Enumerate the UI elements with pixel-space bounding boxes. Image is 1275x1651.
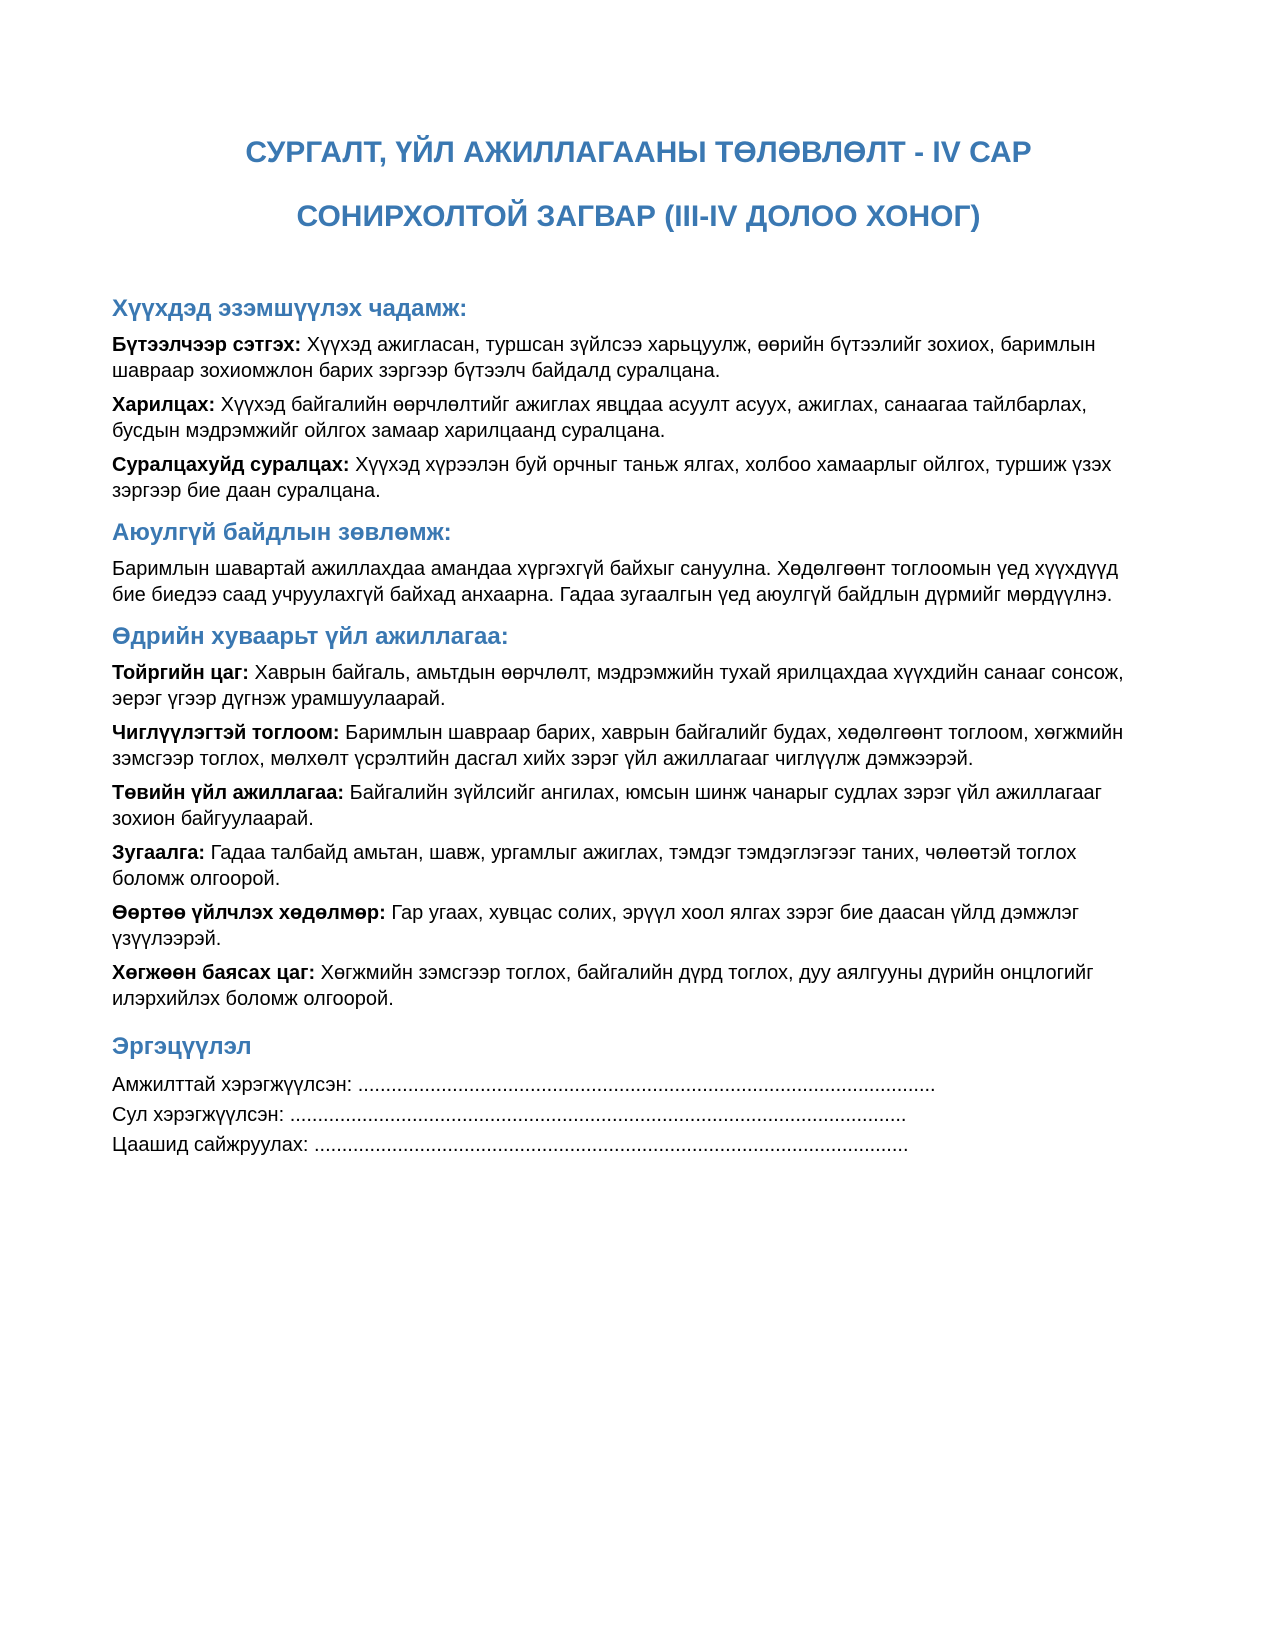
safety-text: Баримлын шавартай ажиллахдаа амандаа хүргэхгүй байхыг сануулна. Хөдөлгөөнт тоглоомын үед хүүхдүүд бие биедээ саад учруулахгүй байхад анхаарна. Гадаа зугаалгын үед аюулгүй байдлын дүрмийг мөрдүүлнэ.	[112, 558, 1119, 606]
competency-text: Хүүхэд байгалийн өөрчлөлтийг ажиглах явцдаа асуулт асуух, ажиглах, санаагаа тайлбарлах, бусдын мэдрэмжийг ойлгох замаар харилцаанд суралцана.	[112, 394, 1087, 442]
competency-item	[112, 452, 1135, 504]
daily-label: Төвийн үйл ажиллагаа:	[112, 782, 345, 804]
daily-text: Гар угаах, хувцас солих, эрүүл хоол ялгах зэрэг бие даасан үйлд дэмжлэг үзүүлээрэй.	[112, 902, 1080, 950]
daily-text: Гадаа талбайд амьтан, шавж, ургамлыг ажиглах, тэмдэг тэмдэглэгээг таних, чөлөөтэй тоглох боломж олгоорой.	[112, 842, 1077, 890]
daily-heading: Өдрийн хуваарьт үйл ажиллагаа:	[112, 623, 509, 650]
daily-item	[112, 840, 1135, 892]
competency-label: Бүтээлчээр сэтгэх:	[112, 334, 302, 356]
daily-text: Хөгжмийн зэмсгээр тоглох, байгалийн дүрд тоглох, дуу аялгууны дүрийн онцлогийг илэрхийлэх боломж олгоорой.	[112, 962, 1094, 1010]
competency-item	[112, 392, 1135, 444]
daily-text: Баримлын шавраар барих, хаврын байгалийг будах, хөдөлгөөнт тоглоом, хөгжмийн зэмсгээр тоглох, мөлхөлт үсрэлтийн дасгал хийх зэрэг үйл ажиллагааг чиглүүлж дэмжээрэй.	[112, 722, 1124, 770]
daily-label: Хөгжөөн баясах цаг:	[112, 962, 316, 984]
competency-text: Хүүхэд ажигласан, туршсан зүйлсээ харьцуулж, өөрийн бүтээлийг зохиох, баримлын шавраар зохиомжлон барих зэргээр бүтээлч байдалд суралцана.	[112, 334, 1096, 382]
daily-label: Зугаалга:	[112, 842, 206, 864]
competency-label: Харилцах:	[112, 394, 216, 416]
reflection-line: Амжилттай хэрэгжүүлсэн: ........................................................................................................	[112, 1074, 936, 1096]
daily-item	[112, 960, 1135, 1012]
daily-item	[112, 720, 1135, 772]
reflection-section	[112, 1032, 1135, 1160]
reflection-line: Цаашид сайжруулах: ...........................................................................................................	[112, 1134, 909, 1156]
competencies-heading: Хүүхдэд эзэмшүүлэх чадамж:	[112, 295, 468, 322]
daily-item	[112, 660, 1135, 712]
daily-text: Байгалийн зүйлсийг ангилах, юмсын шинж чанарыг судлах зэрэг үйл ажиллагааг зохион байгуулаарай.	[112, 782, 1102, 830]
competency-label: Суралцахуйд суралцах:	[112, 454, 350, 476]
daily-item	[112, 780, 1135, 832]
reflection-heading: Эргэцүүлэл	[112, 1033, 252, 1060]
daily-label: Чиглүүлэгтэй тоглоом:	[112, 722, 340, 744]
daily-section	[112, 622, 1135, 1012]
competencies-section	[112, 294, 1135, 504]
daily-item	[112, 900, 1135, 952]
competency-item	[112, 332, 1135, 384]
safety-section	[112, 518, 1135, 608]
document-title	[108, 0, 1169, 234]
title-line-1: СУРГАЛТ, ҮЙЛ АЖИЛЛАГААНЫ ТӨЛӨВЛӨЛТ - IV САР	[245, 136, 1032, 169]
daily-label: Тойргийн цаг:	[112, 662, 249, 684]
daily-label: Өөртөө үйлчлэх хөдөлмөр:	[112, 902, 386, 924]
safety-heading: Аюулгүй байдлын зөвлөмж:	[112, 519, 452, 546]
daily-text: Хаврын байгаль, амьтдын өөрчлөлт, мэдрэмжийн тухай ярилцахдаа хүүхдийн санааг сонсож, эерэг үгээр дүгнэж урамшуулаарай.	[112, 662, 1124, 710]
competency-text: Хүүхэд хүрээлэн буй орчныг таньж ялгах, холбоо хамаарлыг ойлгох, туршиж үзэх зэргээр бие даан суралцана.	[112, 454, 1112, 502]
title-line-2: СОНИРХОЛТОЙ ЗАГВАР (III-IV ДОЛОО ХОНОГ)	[296, 200, 981, 233]
reflection-line: Сул хэрэгжүүлсэн: ...............................................................................................................	[112, 1104, 907, 1126]
